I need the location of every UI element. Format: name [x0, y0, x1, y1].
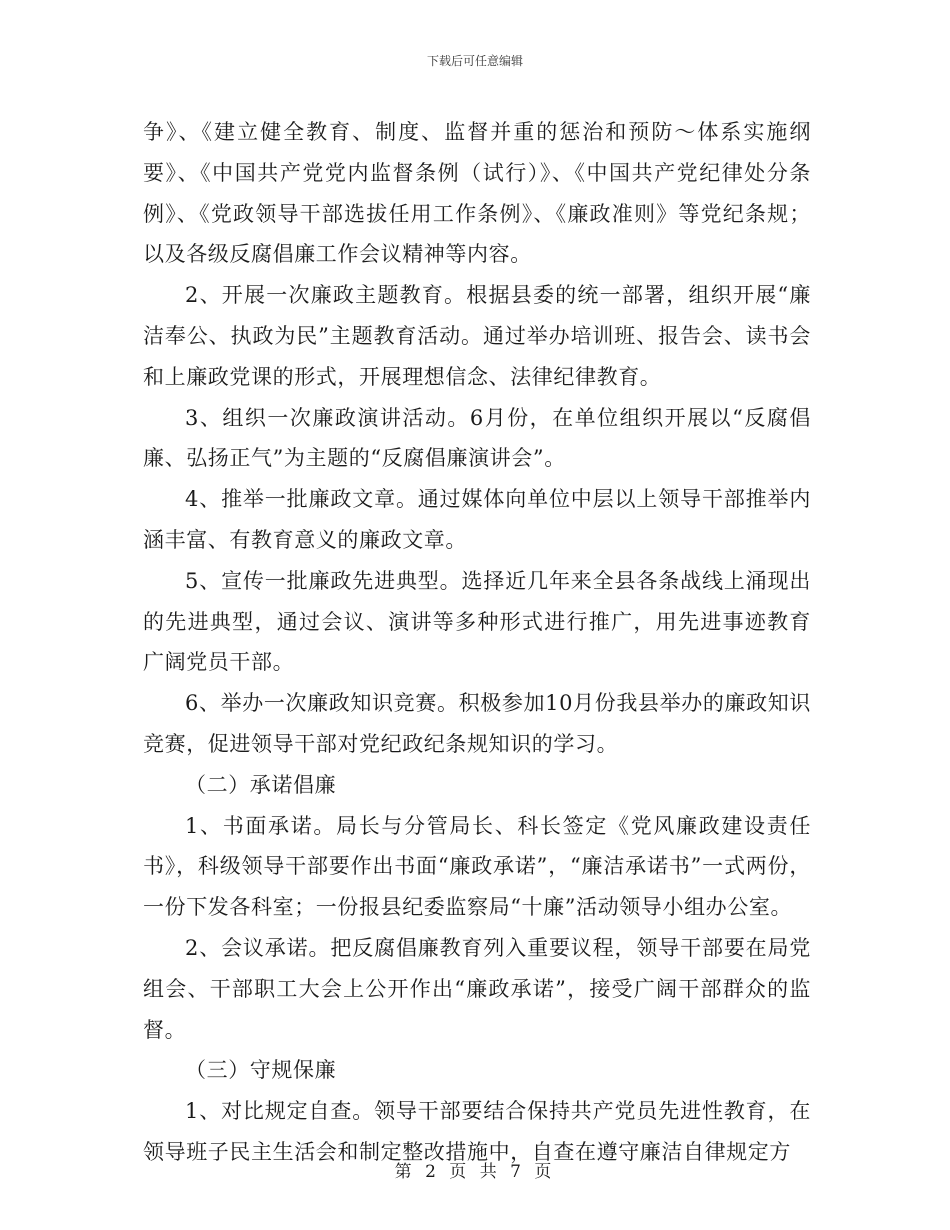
paragraph-meeting-commitment: 2、会议承诺。把反腐倡廉教育列入重要议程，领导干部要在局党组会、干部职工大会上公开作出“廉政承诺”，接受广阔干部群众的监督。	[143, 935, 811, 1042]
paragraph-item-2: 2、开展一次廉政主题教育。根据县委的统一部署，组织开展“廉洁奉公、执政为民”主题教育活动。通过举办培训班、报告会、读书会和上廉政党课的形式，开展理想信念、法律纪律教育。	[143, 283, 811, 389]
paragraph-item-4: 4、推举一批廉政文章。通过媒体向单位中层以上领导干部推举内涵丰富、有教育意义的廉政文章。	[143, 487, 811, 552]
document-body	[143, 112, 811, 1173]
paragraph-written-commitment: 1、书面承诺。局长与分管局长、科长签定《党风廉政建设责任书》，科级领导干部要作出书面“廉政承诺”，“廉洁承诺书”一式两份，一份下发各科室；一份报县纪委监察局“十廉”活动领导小组办公室。	[143, 813, 811, 920]
paragraph-continued: 争》、《建立健全教育、制度、监督并重的惩治和预防～体系实施纲要》、《中国共产党党内监督条例（试行）》、《中国共产党纪律处分条例》、《党政领导干部选拔任用工作条例》、《廉政准则》等党纪条规；以及各级反腐倡廉工作会议精神等内容。	[143, 120, 811, 267]
paragraph-item-3: 3、组织一次廉政演讲活动。6月份，在单位组织开展以“反腐倡廉、弘扬正气”为主题的“反腐倡廉演讲会”。	[143, 405, 811, 471]
page-header: 下载后可任意编辑	[426, 54, 523, 68]
section-heading-commitment: （二）承诺倡廉	[185, 772, 337, 797]
paragraph-item-6: 6、举办一次廉政知识竞赛。积极参加10月份我县举办的廉政知识竞赛，促进领导干部对党纪政纪条规知识的学习。	[143, 691, 811, 756]
paragraph-self-check: 1、对比规定自查。领导干部要结合保持共产党员先进性教育，在领导班子民主生活会和制定整改措施中，自查在遵守廉洁自律规定方	[143, 1099, 811, 1164]
page-footer: 第 2 页 共 7 页	[394, 1162, 556, 1182]
section-heading-rules: （三）守规保廉	[185, 1058, 337, 1083]
paragraph-item-5: 5、宣传一批廉政先进典型。选择近几年来全县各条战线上涌现出的先进典型，通过会议、演讲等多种形式进行推广，用先进事迹教育广阔党员干部。	[143, 568, 811, 675]
